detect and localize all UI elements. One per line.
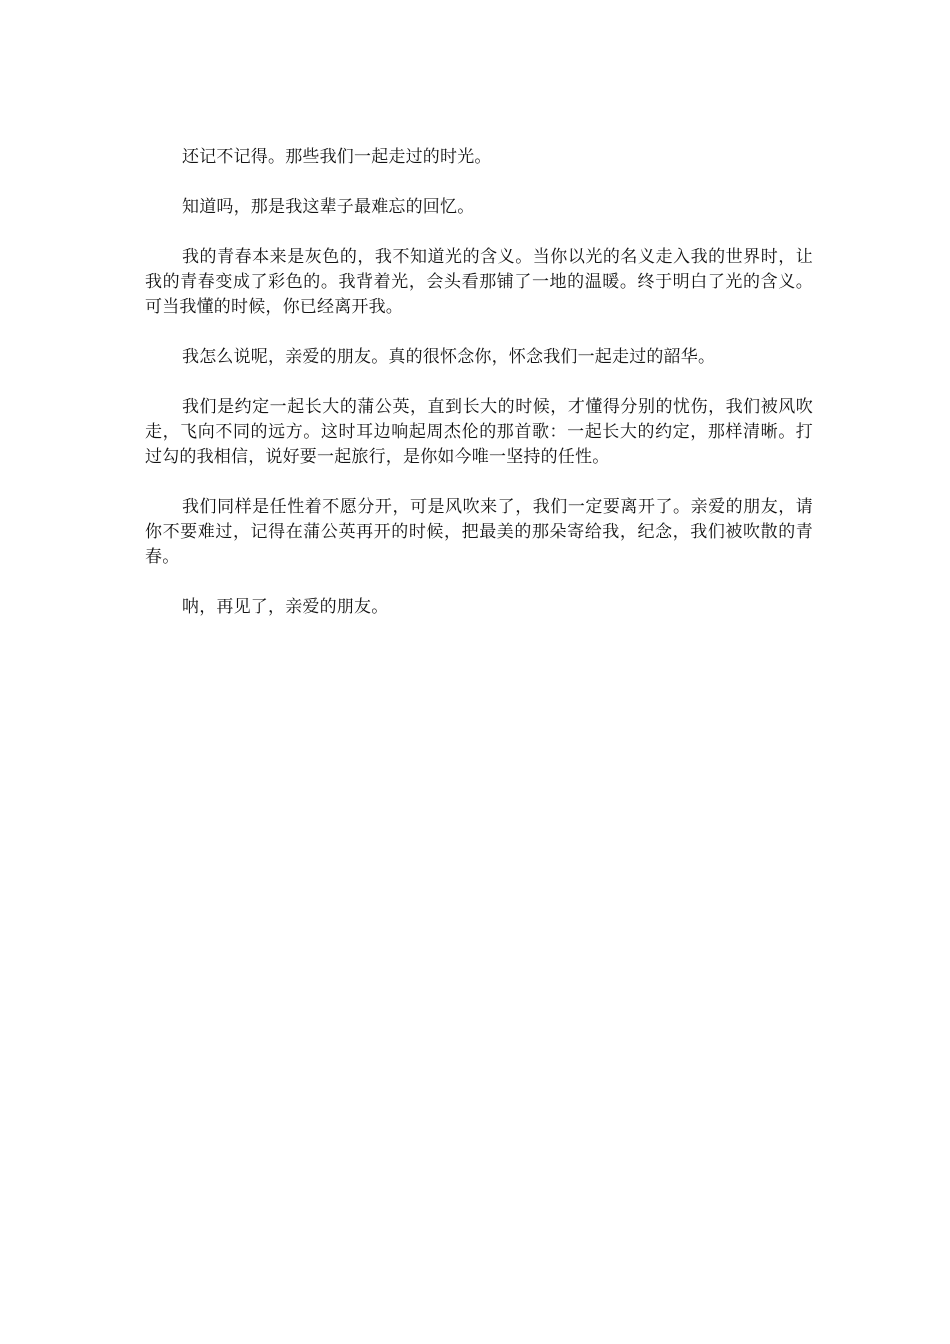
paragraph-3: 我的青春本来是灰色的，我不知道光的含义。当你以光的名义走入我的世界时，让我的青春变成了彩色的。我背着光，会头看那铺了一地的温暖。终于明白了光的含义。可当我懂的时候，你已经离开我。 <box>145 247 813 317</box>
paragraph-5: 我们是约定一起长大的蒲公英，直到长大的时候，才懂得分别的忧伤，我们被风吹走，飞向不同的远方。这时耳边响起周杰伦的那首歌：一起长大的约定，那样清晰。打过勾的我相信，说好要一起旅行，是你如今唯一坚持的任性。 <box>145 397 813 467</box>
paragraph-1: 还记不记得。那些我们一起走过的时光。 <box>182 147 492 167</box>
paragraph-4: 我怎么说呢，亲爱的朋友。真的很怀念你，怀念我们一起走过的韶华。 <box>182 347 716 367</box>
paragraph-6: 我们同样是任性着不愿分开，可是风吹来了，我们一定要离开了。亲爱的朋友，请你不要难过，记得在蒲公英再开的时候，把最美的那朵寄给我，纪念，我们被吹散的青春。 <box>145 497 813 567</box>
document-body <box>145 145 813 645</box>
paragraph-7: 呐，再见了，亲爱的朋友。 <box>182 597 389 617</box>
paragraph-2: 知道吗，那是我这辈子最难忘的回忆。 <box>182 197 475 217</box>
